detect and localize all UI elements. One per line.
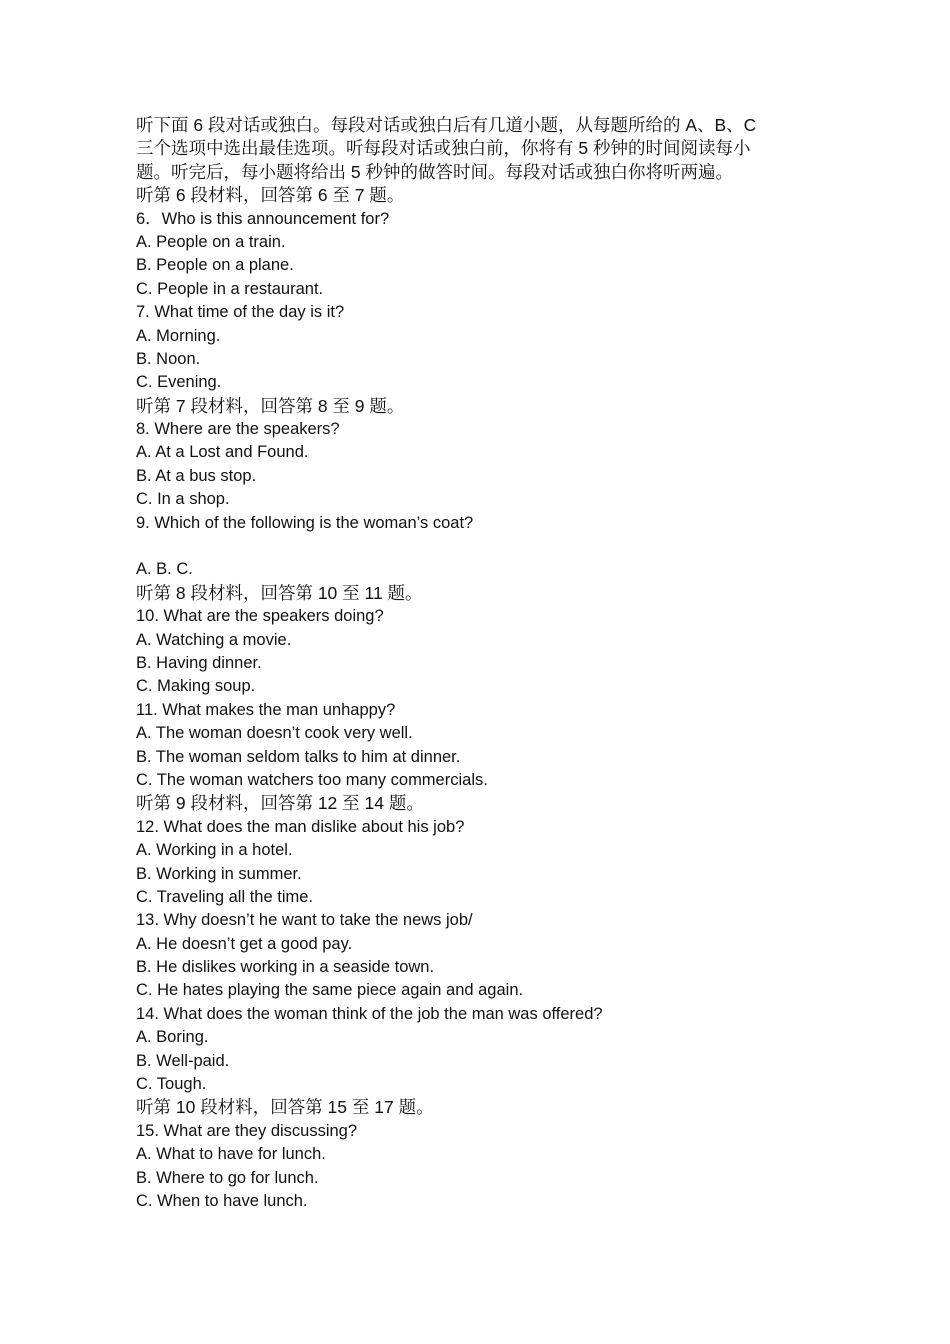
question-14: 14. What does the woman think of the job the man was offered? bbox=[136, 1004, 603, 1023]
option-8c: C. In a shop. bbox=[136, 490, 230, 509]
option-11a: A. The woman doesn’t cook very well. bbox=[136, 724, 413, 743]
option-12b: B. Working in summer. bbox=[136, 864, 302, 883]
option-11b: B. The woman seldom talks to him at dinner. bbox=[136, 747, 461, 766]
document-body bbox=[136, 114, 816, 1213]
question-6: 6．Who is this announcement for? bbox=[136, 209, 390, 228]
section-material-9 bbox=[136, 792, 816, 1096]
section-heading: 听第 6 段材料，回答第 6 至 7 题。 bbox=[136, 185, 405, 206]
section-heading: 听第 8 段材料，回答第 10 至 11 题。 bbox=[136, 582, 423, 603]
option-7c: C. Evening. bbox=[136, 373, 222, 392]
section-heading: 听第 9 段材料，回答第 12 至 14 题。 bbox=[136, 793, 424, 814]
section-material-10 bbox=[136, 1096, 816, 1213]
section-material-7 bbox=[136, 395, 816, 582]
question-11: 11. What makes the man unhappy? bbox=[136, 700, 396, 719]
option-7a: A. Morning. bbox=[136, 326, 221, 345]
options-9: A. B. C. bbox=[136, 560, 193, 579]
option-13c: C. He hates playing the same piece again and again. bbox=[136, 981, 524, 1000]
option-12c: C. Traveling all the time. bbox=[136, 887, 313, 906]
option-15b: B. Where to go for lunch. bbox=[136, 1168, 319, 1187]
option-6b: B. People on a plane. bbox=[136, 256, 294, 275]
option-14b: B. Well-paid. bbox=[136, 1051, 230, 1070]
section-material-8 bbox=[136, 582, 816, 793]
option-14a: A. Boring. bbox=[136, 1028, 209, 1047]
question-7: 7. What time of the day is it? bbox=[136, 303, 345, 322]
section-heading: 听第 7 段材料，回答第 8 至 9 题。 bbox=[136, 395, 405, 416]
image-placeholder-gap bbox=[136, 535, 816, 558]
instructions-paragraph bbox=[136, 114, 816, 184]
option-10b: B. Having dinner. bbox=[136, 653, 262, 672]
question-9: 9. Which of the following is the woman’s coat? bbox=[136, 513, 474, 532]
question-10: 10. What are the speakers doing? bbox=[136, 607, 384, 626]
question-8: 8. Where are the speakers? bbox=[136, 420, 340, 439]
section-material-6 bbox=[136, 184, 816, 395]
option-12a: A. Working in a hotel. bbox=[136, 841, 293, 860]
option-13b: B. He dislikes working in a seaside town. bbox=[136, 958, 435, 977]
option-15a: A. What to have for lunch. bbox=[136, 1145, 326, 1164]
question-12: 12. What does the man dislike about his job? bbox=[136, 817, 465, 836]
option-10a: A. Watching a movie. bbox=[136, 630, 292, 649]
option-11c: C. The woman watchers too many commercials. bbox=[136, 770, 488, 789]
instructions-line: 听下面 6 段对话或独白。每段对话或独白后有几道小题，从每题所给的 A、B、C bbox=[136, 115, 757, 135]
option-6a: A. People on a train. bbox=[136, 232, 286, 251]
option-7b: B. Noon. bbox=[136, 349, 201, 368]
section-heading: 听第 10 段材料，回答第 15 至 17 题。 bbox=[136, 1097, 434, 1118]
question-15: 15. What are they discussing? bbox=[136, 1121, 358, 1140]
instructions-line: 题。听完后，每小题将给出 5 秒钟的做答时间。每段对话或独白你将听两遍。 bbox=[136, 161, 733, 182]
option-10c: C. Making soup. bbox=[136, 677, 256, 696]
option-6c: C. People in a restaurant. bbox=[136, 279, 324, 298]
instructions-line: 三个选项中选出最佳选项。听每段对话或独白前，你将有 5 秒钟的时间阅读每小 bbox=[136, 138, 751, 159]
option-14c: C. Tough. bbox=[136, 1075, 207, 1094]
option-8b: B. At a bus stop. bbox=[136, 466, 257, 485]
option-15c: C. When to have lunch. bbox=[136, 1191, 308, 1210]
question-13: 13. Why doesn’t he want to take the news job/ bbox=[136, 911, 473, 930]
option-13a: A. He doesn’t get a good pay. bbox=[136, 934, 353, 953]
option-8a: A. At a Lost and Found. bbox=[136, 443, 309, 462]
